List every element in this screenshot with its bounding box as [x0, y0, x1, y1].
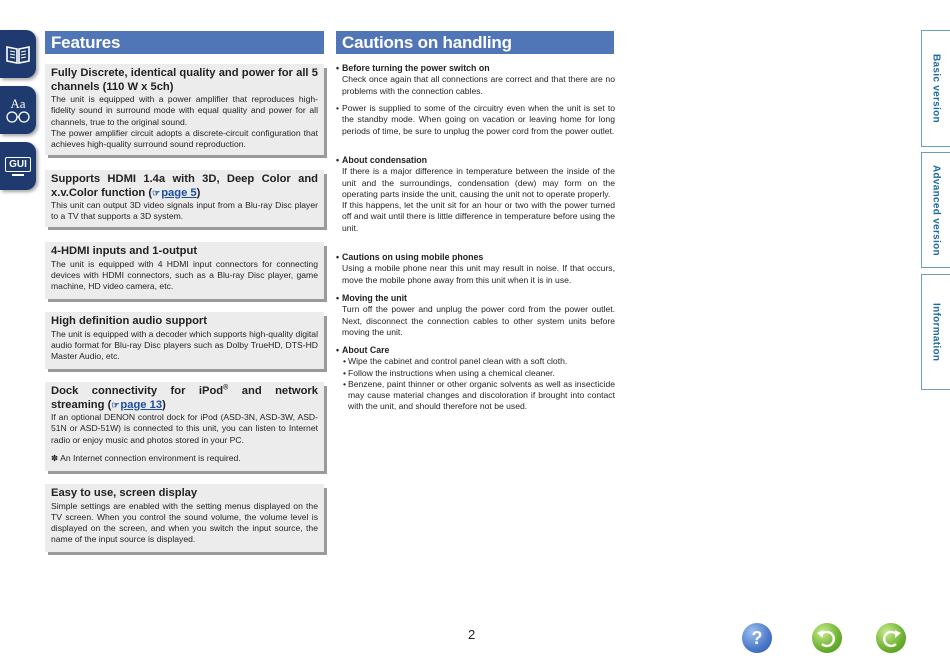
- hand-pointer-icon: ☞: [152, 187, 161, 198]
- tab-information[interactable]: [921, 274, 950, 390]
- tab-label: Information: [930, 302, 942, 362]
- feature-box-dock: [45, 382, 324, 471]
- alphabet-index-icon: [6, 110, 30, 124]
- caution-heading: • Cautions on using mobile phones: [336, 252, 484, 262]
- gui-label: GUI: [9, 158, 27, 170]
- caution-heading-text: Moving the unit: [342, 293, 407, 303]
- feature-title: 4-HDMI inputs and 1-output: [51, 245, 198, 257]
- caution-moving-unit: [336, 293, 615, 338]
- caution-text: If this happens, let the unit sit for an hour or two with the power turned off and wait until there is little difference in temperature before using the unit.: [342, 200, 615, 233]
- caution-care: [336, 345, 615, 413]
- feature-text: This unit can output 3D video signals input from a Blu-ray Disc player to a TV that supports a 3D system.: [51, 200, 318, 222]
- feature-text: Simple settings are enabled with the setting menus displayed on the TV screen. When you control the sound volume, the volume level is displayed on the screen, and when you switch the input source, the name of the input source is displayed.: [51, 500, 318, 545]
- care-item: • Benzene, paint thinner or other organic solvents as well as insecticide may cause material changes and discoloration if brought into contact with the unit, and should therefore not be used.: [336, 379, 615, 413]
- page-link[interactable]: page 5: [161, 186, 197, 199]
- back-button[interactable]: [812, 623, 842, 653]
- tab-advanced-version[interactable]: [921, 152, 950, 268]
- caution-text: Check once again that all connections are correct and that there are no problems with the connection cables.: [342, 74, 615, 96]
- feature-text: If an optional DENON control dock for iPod (ASD-3N, ASD-3W, ASD-51N or ASD-51W) is connected to this unit, you can listen to Internet radio or enjoy music and photos stored in your PC.: [51, 412, 318, 445]
- feature-text: The unit is equipped with 4 HDMI input connectors for connecting devices with HDMI connectors, such as a Blu-ray Disc player, game machine, HD video camera, etc.: [51, 258, 318, 292]
- forward-button[interactable]: [876, 623, 906, 653]
- caution-text: • Power is supplied to some of the circuitry even when the unit is set to the standby mode. When going on vacation or leaving home for long periods of time, be sure to unplug the power cord from the power outlet.: [336, 103, 615, 136]
- feature-title-end: ): [196, 186, 201, 199]
- feature-note: ✽ An Internet connection environment is required.: [51, 452, 241, 463]
- feature-box-hd-audio: [45, 312, 324, 369]
- caution-text: Using a mobile phone near this unit may result in noise. If that occurs, move the mobile phone away from this unit when it is in use.: [342, 263, 615, 285]
- question-mark-icon: [742, 623, 772, 653]
- caution-text: If there is a major difference in temperature between the inside of the unit and the surroundings, condensation (dew) may form on the operating parts inside the unit, causing the unit not to operate properly.: [342, 166, 615, 199]
- care-item: • Wipe the cabinet and control panel clean with a soft cloth.: [336, 356, 615, 367]
- help-button[interactable]: [742, 623, 772, 653]
- cautions-heading: Cautions on handling: [336, 31, 614, 54]
- caution-heading: • About Care: [336, 345, 390, 355]
- feature-title: Easy to use, screen display: [51, 487, 198, 499]
- feature-box-screen-display: [45, 484, 324, 552]
- forward-arrow-icon: [876, 623, 906, 653]
- feature-title: [51, 385, 318, 412]
- back-arrow-icon: [812, 623, 842, 653]
- feature-title: [51, 173, 318, 200]
- feature-title: High definition audio support: [51, 315, 207, 327]
- caution-text-body: Power is supplied to some of the circuitry even when the unit is set to the standby mode. When going on vacation or leaving home for long periods of time, be sure to unplug the power cord from the power outlet.: [342, 103, 615, 136]
- svg-text:?: ?: [751, 628, 763, 648]
- feature-text: The unit is equipped with a power amplifier that reproduces high-fidelity sound in surround mode with equal quality and power for all channels, true to the original sound.: [51, 94, 318, 127]
- feature-title-end: ): [162, 398, 166, 411]
- caution-text: Turn off the power and unplug the power cord from the power outlet. Next, disconnect the connection cables to other system units before moving the unit.: [342, 304, 615, 337]
- features-heading: Features: [45, 31, 324, 54]
- tab-label: Advanced version: [930, 164, 942, 256]
- monitor-stand: [12, 174, 24, 176]
- feature-box-hdmi-3d: [45, 170, 324, 227]
- caution-heading-text: About condensation: [342, 155, 428, 165]
- caution-power-switch: [336, 63, 615, 97]
- feature-text: The power amplifier circuit adopts a discrete-circuit configuration that achieves high-quality surround sound reproduction.: [51, 127, 318, 150]
- caution-heading: • Moving the unit: [336, 293, 407, 303]
- index-label: Aa: [10, 95, 26, 111]
- feature-box-discrete: [45, 64, 324, 155]
- caution-heading-text: Cautions on using mobile phones: [342, 252, 484, 262]
- feature-text: The unit is equipped with a decoder which supports high-quality digital audio format for Blu-ray Disc players such as Dolby TrueHD, DTS-HD Master Audio, etc.: [51, 328, 318, 362]
- tab-basic-version[interactable]: [921, 30, 950, 147]
- contents-button[interactable]: [0, 30, 36, 78]
- tab-label: Basic version: [930, 54, 942, 123]
- page-number: 2: [468, 627, 476, 642]
- page-link[interactable]: page 13: [120, 398, 163, 411]
- feature-box-hdmi-inputs: [45, 242, 324, 299]
- feature-title-text: Dock connectivity for iPod: [51, 385, 224, 397]
- caution-heading-text: Before turning the power switch on: [342, 63, 490, 73]
- caution-heading: • About condensation: [336, 155, 428, 165]
- care-item: • Follow the instructions when using a chemical cleaner.: [336, 368, 615, 379]
- feature-title-text: Supports HDMI 1.4a with 3D, Deep Color and x.v.Color function (: [51, 173, 318, 199]
- caution-heading-text: About Care: [342, 345, 390, 355]
- index-button[interactable]: [0, 86, 36, 134]
- registered-mark: ®: [223, 384, 229, 392]
- caution-standby-power: [336, 103, 615, 137]
- hand-pointer-icon: ☞: [111, 399, 120, 410]
- feature-title: Fully Discrete, identical quality and power for all 5 channels (110 W x 5ch): [51, 67, 318, 93]
- caution-heading: • Before turning the power switch on: [336, 63, 490, 73]
- open-book-icon: [4, 42, 32, 66]
- caution-mobile-phones: [336, 252, 615, 286]
- gui-monitor-icon: [5, 157, 31, 172]
- gui-button[interactable]: [0, 142, 36, 190]
- caution-condensation: [336, 155, 615, 234]
- feature-title-rest: and network streaming (: [51, 385, 318, 411]
